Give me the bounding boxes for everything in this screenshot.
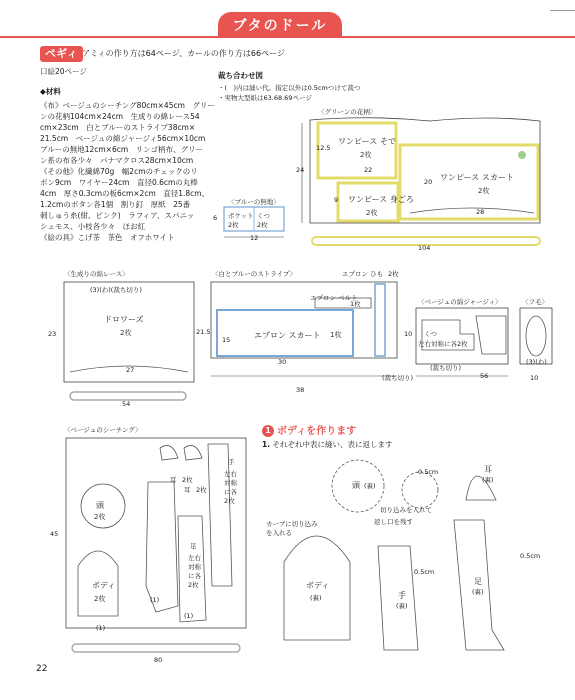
step1-body-label: ボディ [306,581,330,590]
blue-plain-label: 〈ブルーの無地〉 [228,198,280,206]
sheeting-body-label: ボディ [92,581,116,590]
sheeting-ear-count: 2枚 [182,476,193,484]
lace-dim-width: 54 [122,400,131,408]
materials-line: ンの花柄104cm×24cm 生成りの綿レース54 [40,112,200,121]
blue-dim-height: 6 [213,214,218,222]
page-reference: 口絵20ページ [40,67,87,76]
step1-head-side: (裏) [364,482,376,490]
green-bodice-label: ワンピース 身ごろ [348,195,414,204]
stripe-dim-height: 21.5 [196,328,211,336]
materials-line: シュモス、小枝各少々 ほお紅 [40,222,146,231]
green-bodice-count: 2枚 [366,209,378,217]
sheeting-hand-label: 手 [228,458,235,466]
step1-note: カーブに切り込み を入れる [266,520,318,537]
layout-note: ・実物大型紙は63.68.69ページ [218,94,312,102]
green-floral-label: 〈グリーンの花柄〉 [318,108,377,116]
lace-drawers-label: ドロワーズ [104,315,144,324]
blue-pocket-label: ポケット [228,212,254,220]
step1-head-label: 頭 [352,481,360,490]
step1-hand-side: (裏) [396,602,408,610]
blue-shoe-count: 2枚 [257,221,268,229]
green-dim-bodice-h: 9 [334,196,339,204]
lace-dim-height: 23 [48,330,57,338]
materials-line: ブルーの無地12cm×6cm リンゴ柄布、グリー [40,145,204,154]
materials-line: 21.5cm ベージュの綿ジャージィ56cm×10cm [40,134,206,143]
step1-note: 返し口を残す [374,518,413,526]
stripe-belt-count: 1枚 [350,300,361,308]
stripe-belt-label: エプロン ベルト [310,294,358,302]
green-dim-skirt-h: 20 [424,178,433,186]
materials-line: 4cm 厚さ0.3cmの板6cm×2cm 直径1.8cm、 [40,189,210,198]
sheeting-head-label: 頭 [96,501,104,510]
materials-heading: ◆材料 [40,87,61,96]
stripe-label: 〈白とブルーのストライプ〉 [212,270,297,278]
layout-note: ・( )内は縫い代。指定以外は0.5cmつけて裁つ [218,84,361,92]
green-sleeve-label: ワンピース そで [338,137,396,146]
stripe-dim-width: 38 [296,386,305,394]
stripe-tie-label: エプロン ひも [342,270,384,278]
stripe-dim-inner-h: 15 [222,336,231,344]
step1-heading [262,422,356,437]
sheeting-head-count: 2枚 [94,513,106,521]
green-dim-skirt-w: 28 [476,208,485,216]
green-skirt-label: ワンピース スカート [440,173,514,182]
lace-drawers-count: 2枚 [120,329,132,337]
step1-ear-label: 耳 [484,465,492,474]
lace-margin-note: (3)(わ)(裁ち切り) [90,286,142,294]
title-rule [0,36,575,38]
materials-line: 刺しゅう糸(紺、ピンク) ラフィア、スパニッ [40,211,195,220]
green-sleeve-count: 2枚 [360,151,372,159]
jersey-dim-width: 56 [480,372,489,380]
step1-hand-label: 手 [398,591,406,600]
green-dim-sleeve-w: 22 [364,166,373,174]
tail-dim-width: 10 [530,374,539,382]
intro-text: アミィの作り方は64ページ、カールの作り方は66ページ [82,49,285,58]
jersey-shoe-label: くつ [424,330,437,338]
doll-name-badge: ペギィ [40,46,83,62]
sheeting-margin-note: (1) [184,612,194,620]
sheeting-hand-count: 左右対称に各2枚 [224,470,237,505]
materials-line: 1.2cmのボタン各1個 割り釘 厚紙 25番 [40,200,191,209]
tail-margin-note: (3)(わ) [526,358,547,366]
sheeting-ear-label: 耳 [170,476,177,484]
lace-label: 〈生成りの綿レース〉 [64,270,129,278]
stripe-tie-count: 2枚 [388,270,399,278]
jersey-margin-note: (裁ち切り) [430,364,462,372]
step1-seam-note: 0.5cm [520,552,541,560]
materials-line: 《布》ベージュのシーチング80cm×45cm グリー [40,101,215,110]
green-dim-total: 104 [418,244,431,252]
page-number: 22 [36,664,48,674]
materials-line: 《絵の具》こげ茶 茶色 オフホワイト [40,233,175,242]
stripe-dim-inner: 30 [278,358,287,366]
sheeting-body-count: 2枚 [94,595,106,603]
sheeting-dim-width: 80 [154,656,163,664]
step1-foot-label: 足 [474,577,482,586]
green-dim-sleeve-h: 12.5 [316,144,331,152]
step1-seam-note: 0.5cm [414,568,435,576]
sheeting-ear2-label: 耳 [184,486,191,494]
stripe-apron-skirt-count: 1枚 [330,331,342,339]
sheeting-label: 〈ベージュのシーチング〉 [64,426,142,434]
step1-foot-side: (裏) [472,588,484,596]
page-title: ブタのドール [218,12,342,38]
jersey-label: 〈ベージュの綿ジャージィ〉 [418,298,502,306]
top-right-corner-mark [550,0,575,11]
blue-shoe-label: くつ [257,212,270,220]
stripe-apron-skirt-label: エプロン スカート [254,331,321,340]
materials-list [40,100,218,243]
tail-label: 〈フ毛〉 [522,298,548,306]
materials-line: 《その他》化繊綿70g 幅2cmのチェックのリ [40,167,198,176]
blue-dim-width: 12 [250,234,259,242]
sheeting-foot-count: 左右対称に各2枚 [188,554,201,589]
jersey-dim-height: 10 [404,330,413,338]
sheeting-margin-note: (1) [150,596,160,604]
green-floral-layout [290,115,560,260]
sheeting-foot-label: 足 [190,542,197,550]
step1-title: ボディを作ります [277,426,357,437]
step1-sub-number: 1. [262,440,271,449]
materials-line: cm×23cm 白とブルーのストライプ38cm× [40,123,196,132]
green-skirt-count: 2枚 [478,187,490,195]
jersey-shoe-count: 左右対称に各2枚 [418,340,468,348]
step1-note: 切り込みを入れて [380,506,432,514]
green-dim-height: 24 [296,166,305,174]
step1-seam-note: 0.5cm [418,468,439,476]
sheeting-ear2-count: 2枚 [196,486,207,494]
materials-line: ボン9cm ワイヤー24cm 直径0.6cmの丸棒 [40,178,198,187]
blue-pocket-count: 2枚 [228,221,239,229]
step1-ear-side: (裏) [482,476,494,484]
sheeting-margin-note: (1) [96,624,106,632]
lace-dim-inner: 27 [126,366,135,374]
materials-line: ン系の布各少々 パナマクロス28cm×10cm [40,156,194,165]
step1-instruction [262,440,392,449]
lace-layout [56,280,206,415]
sheeting-dim-height: 45 [50,530,59,538]
step1-body-side: (裏) [310,594,322,602]
stripe-margin-note: (裁ち切り) [382,374,414,382]
step1-instruction-text: それぞれ中表に縫い、表に返します [272,440,393,449]
layout-heading: 裁ち合わせ図 [218,71,263,80]
step1-illustration [270,450,560,660]
step1-number: 1 [262,425,274,437]
